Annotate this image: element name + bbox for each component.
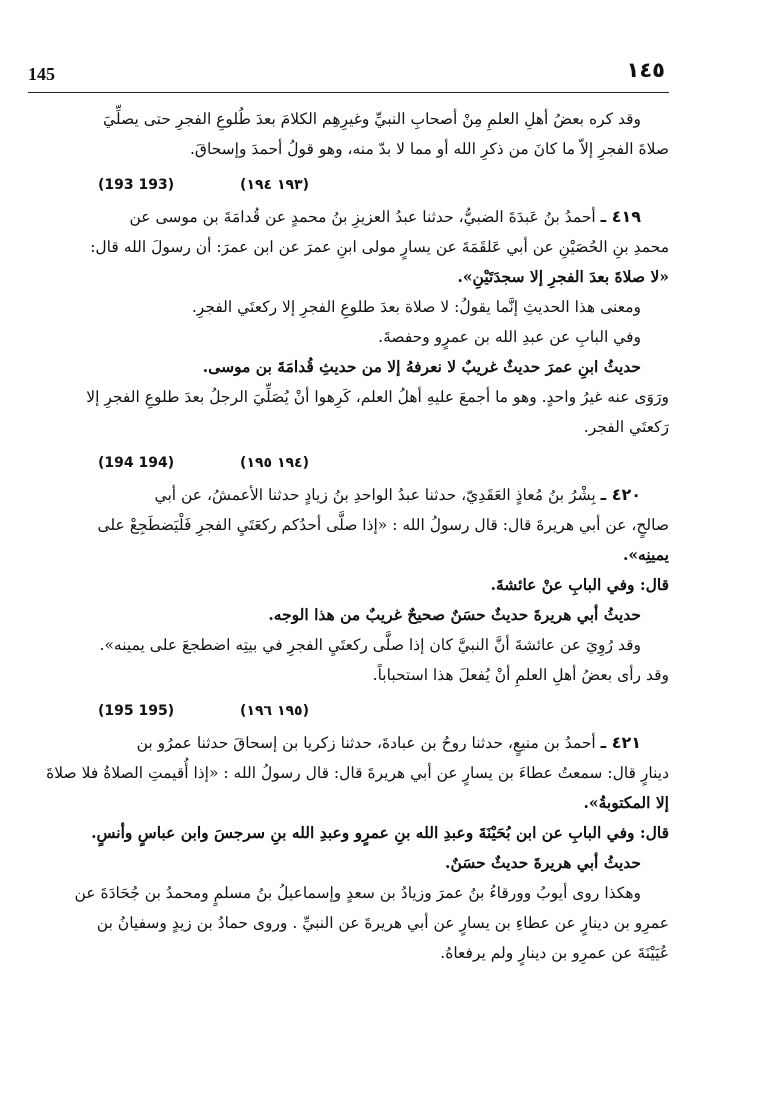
- hadith-421: [28, 728, 669, 758]
- text-line: صالحٍ، عن أبي هريرةَ قال: قال رسولُ الله : «إذا صلَّى أحدُكم ركعَتَيِ الفجرِ فَلْيَضطَجِعْ على: [97, 516, 669, 534]
- text-line: وقد رأى بعضُ أهلِ العلمِ أنْ يُفعلَ هذا استحباباً.: [372, 666, 669, 684]
- hadith-419: [28, 202, 669, 232]
- page-number-arabic: ١٤٥: [626, 58, 665, 82]
- reference-latin: (195 195): [98, 703, 175, 719]
- text-line: حديثُ أبي هريرةَ حديثٌ حسَنٌ.: [445, 853, 641, 872]
- text-line: حديثُ ابنِ عمرَ حديثٌ غريبٌ لا نعرفهُ إلا من حديثِ قُدامَةَ بن موسى.: [202, 357, 641, 376]
- hadith-number: ٤٢٠ ـ: [600, 485, 641, 504]
- text-line: صلاةَ الفجرِ إلاّ ما كانَ من ذكرِ الله أو مما لا بدّ منه، وهو قولُ أحمدَ وإسحاقَ.: [189, 140, 669, 158]
- reference-latin: (193 193): [98, 177, 175, 193]
- page-number-latin: 145: [28, 64, 55, 84]
- text-line: قال: وفي البابِ عنْ عائشةَ.: [490, 575, 669, 594]
- reference-arabic: (١٩٣ ١٩٤): [240, 177, 309, 193]
- reference-numbers: [28, 164, 669, 202]
- text-line: عُيَيْنَةَ عن عمرِو بن دينارٍ ولم يرفعاهُ.: [440, 944, 669, 962]
- header-rule: [28, 92, 669, 93]
- text-line: «لا صلاةَ بعدَ الفجرِ إلا سجدَتَيْنِ».: [457, 267, 669, 286]
- text-line: رَكعتَي الفجر.: [583, 418, 669, 436]
- text-line: وهكذا روى أيوبُ وورقاءُ بنُ عمرَ وزيادُ بن سعدٍ وإسماعيلُ بنُ مسلمٍ ومحمدُ بن جُحَادَةَ عن: [74, 884, 641, 902]
- reference-numbers: [28, 690, 669, 728]
- text-line: إلا المكتوبةُ».: [583, 793, 669, 812]
- reference-numbers: [28, 442, 669, 480]
- text-line: يمينِه».: [622, 545, 669, 564]
- text-line: وفي البابِ عن عبدِ الله بن عمرٍو وحفصةَ.: [378, 328, 641, 346]
- hadith-number: ٤٢١ ـ: [600, 733, 641, 752]
- text-line: وقد كره بعضُ أهلِ العلمِ مِنْ أصحابِ النبيِّ وغيرِهِم الكلامَ بعدَ طُلوعِ الفجرِ حتى يصلِّيَ: [102, 110, 641, 128]
- reference-latin: (194 194): [98, 455, 175, 471]
- text-line: دينارٍ قال: سمعتُ عطاءَ بن يسارٍ عن أبي هريرةَ قال: قال رسولُ الله : «إذا أُقيمتِ الصلاةُ فلا صلاةَ: [46, 764, 669, 782]
- text-line: قال: وفي البابِ عن ابن بُحَيْنَةَ وعبدِ الله بنِ عمرٍو وعبدِ الله بنِ سرجسَ وابن عباسٍ وأنسٍ.: [91, 823, 669, 842]
- text-line: ومعنى هذا الحديثِ إنَّما يقولُ: لا صلاة بعدَ طلوعِ الفجرِ إلا ركعتَي الفجرِ.: [191, 298, 641, 316]
- text-line: أحمدُ بن منيعٍ، حدثنا روحُ بن عبادةَ، حدثنا زكريا بن إسحاقَ حدثنا عمرُو بن: [136, 734, 596, 752]
- hadith-420: [28, 480, 669, 510]
- text-line: حديثُ أبي هريرةَ حديثٌ حسَنٌ صحيحٌ غريبٌ من هذا الوجه.: [268, 605, 641, 624]
- reference-arabic: (١٩٥ ١٩٦): [240, 703, 309, 719]
- reference-arabic: (١٩٤ ١٩٥): [240, 455, 309, 471]
- text-line: بِشْرُ بنُ مُعاذٍ العَقَدِيّ، حدثنا عبدُ الواحدِ بنُ زيادٍ حدثنا الأعمشُ، عن أبي: [154, 486, 596, 504]
- text-line: ورَوَى عنه غيرُ واحدٍ. وهو ما أجمعَ عليهِ أهلُ العلم، كَرِهوا أنْ يُصَلِّيَ الرجلُ بعدَ طلوعِ الفجرِ إلا: [86, 388, 669, 406]
- text-line: وقد رُوِيَ عن عائشةَ أنَّ النبيَّ كان إذا صلَّى ركعتَيِ الفجرِ في بيتِه اضطجعَ على يمينه».: [99, 636, 641, 654]
- text-line: عمرِو بن دينارٍ عن عطاءِ بن يسارٍ عن أبي هريرةَ عن النبيِّ . وروى حمادُ بن زيدٍ وسفيانُ بن: [96, 914, 669, 932]
- text-line: محمدِ بنِ الحُصَيْنِ عن أبي عَلقَمَةَ عن يسارٍ مولى ابنِ عمرَ عن ابن عمرَ: أن رسولَ الله قال:: [90, 238, 669, 256]
- hadith-number: ٤١٩ ـ: [600, 207, 641, 226]
- text-line: أحمدُ بنُ عَبدَةَ الضبيُّ، حدثنا عبدُ العزيزِ بنُ محمدٍ عن قُدامَةَ بن موسى عن: [129, 208, 596, 226]
- document-body: [28, 104, 669, 968]
